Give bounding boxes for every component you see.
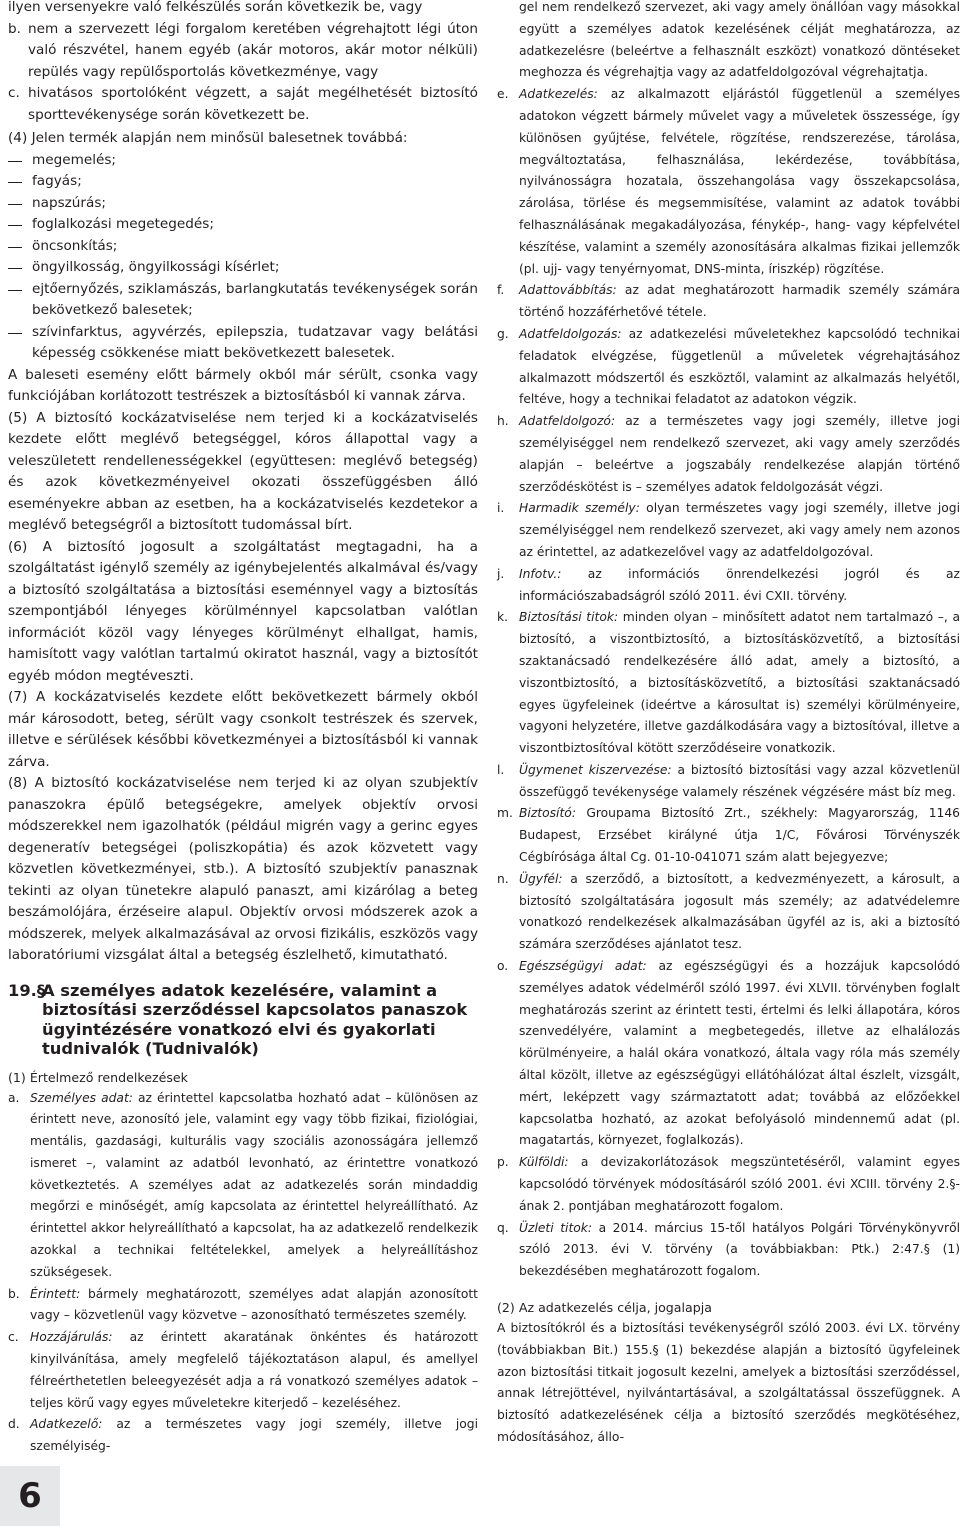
definition-item [8, 1414, 478, 1458]
definition-marker: n. [497, 871, 509, 886]
definition-term: Érintett: [30, 1286, 81, 1301]
definition-term: Személyes adat: [30, 1090, 133, 1105]
definition-item [497, 607, 960, 760]
definition-text: az egészségügyi és a hozzájuk kapcsolódó személyes adatok védelméről szóló 1997. évi XLVII. törvényben foglalt meghatározás szerint az érintett testi, értelmi és lelki állapotára, kóros szenvedélyére, valamint a megbetegedés, illetve az elhalálozás körülményeire, a halál okára vonatkozó, általa vagy róla más személy által közölt, illetve az egészségügyi ellátóhálózat által észlelt, vizsgált, mért, leképzett vagy származtatott adat; továbbá az előzőekkel kapcsolatba hozható, az azokat befolyásoló mindennemű adat (pl. magatartás, környezet, foglalkozás). [519, 959, 960, 1148]
definition-marker: j. [497, 566, 505, 581]
definition-term: Biztosítási titok: [519, 610, 619, 625]
exclusion-text: öncsonkítás; [32, 237, 118, 254]
definition-item [497, 84, 960, 280]
exclusion-text: öngyilkosság, öngyilkossági kísérlet; [32, 259, 280, 275]
para-final: A biztosítókról és a biztosítási tevékenységről szóló 2003. évi LX. törvény (továbbiakban Bit.) 155.§ (1) bekezdése alapján a biztosító ügyfeleinek azon biztosítási titkait jogosult kezelni, amelyek a biztosítási szerződéssel, annak létrejöttével, nyilvántartásával, a szolgáltatással összefüggnek. A biztosító adatkezelésének célja a biztosító szerződés megkötéséhez, módosításához, állo- [497, 1321, 960, 1444]
page-number: 6 [0, 1466, 60, 1526]
definition-term: Külföldi: [519, 1155, 569, 1170]
subheading-2: (2) Az adatkezelés célja, jogalapja [497, 1300, 712, 1316]
definition-text: Groupama Biztosító Zrt., székhely: Magyarország, 1146 Budapest, Erzsébet királyné útja 1/C, Fővárosi Törvényszék Cégbírósága által Cg. 01-10-041071 szám alatt bejegyezve; [519, 806, 960, 865]
definition-item [497, 760, 960, 804]
definition-term: Üzleti titok: [519, 1220, 593, 1235]
definition-text: a devizakorlátozások megszüntetéséről, valamint egyes kapcsolódó törvények módosításáról szóló 2001. évi XCIII. törvény 2.§-ának 2. pontjában meghatározott fogalom. [519, 1155, 960, 1213]
list-item [8, 83, 478, 126]
definition-marker: g. [497, 326, 509, 341]
definitions-list-right [497, 84, 960, 1283]
definition-item [497, 324, 960, 411]
definition-item [497, 498, 960, 563]
definition-marker: q. [497, 1220, 509, 1235]
definition-marker: e. [497, 87, 509, 102]
definition-term: Adatkezelés: [519, 87, 598, 102]
definition-term: Egészségügyi adat: [519, 959, 647, 974]
section-title: A személyes adatok kezelésére, valamint a biztosítási szerződéssel kapcsolatos panaszok ügyintézésére vonatkozó elvi és gyakorlati tudnivalók (Tudnivalók) [42, 980, 468, 1058]
item-marker: c. [8, 85, 20, 101]
para-7: (7) A kockázatviselés kezdete előtt bekövetkezett bármely okból már károsodott, beteg, sérült vagy csonkolt testrészek és szervek, illetve e sérülések későbbi következményei a biztosításból ki vannak zárva. [8, 689, 478, 770]
definition-term: Adatfeldolgozás: [519, 326, 622, 341]
definition-text: az adat meghatározott harmadik személy számára történő hozzáférhetővé tétele. [519, 283, 960, 320]
definition-marker: l. [497, 762, 505, 777]
definition-text: az érintett akaratának önkéntes és határozott kinyilvánítása, amely megfelelő tájékoztatáson alapul, és amellyel félreérthetetlen beleegyezését adja a rá vonatkozó személyes adatok – teljes körű vagy egyes műveletekre kiterjedő – kezeléséhez. [30, 1330, 478, 1410]
definition-marker: o. [497, 959, 509, 974]
definition-text: az a természetes vagy jogi személy, illetve jogi személyiség- [30, 1417, 478, 1454]
exclusion-item [8, 171, 478, 193]
definition-marker: m. [497, 806, 513, 821]
definition-marker: c. [8, 1330, 19, 1345]
definition-marker: h. [497, 414, 509, 429]
exclusion-item [8, 150, 478, 172]
exclusion-item [8, 193, 478, 215]
definition-term: Ügymenet kiszervezése: [519, 762, 672, 777]
subheading-1: (1) Értelmező rendelkezések [8, 1069, 188, 1085]
definition-item [8, 1088, 478, 1284]
definition-text: az a természetes vagy jogi személy, illetve jogi személyiséggel nem rendelkező szervezet, aki vagy amely szerződés alapján – beleértve a jogszabály rendelkezése alapján történő szerződéskötést is – személyes adatok feldolgozását végzi. [519, 414, 960, 494]
exclusion-item [8, 322, 478, 365]
definition-text: olyan természetes vagy jogi személy, illetve jogi személyiséggel nem rendelkező szervezet, aki vagy amely nem azonos az érintettel, az adatkezelővel vagy az adatfeldolgozóval. [519, 501, 960, 559]
definition-text: az alkalmazott eljárástól függetlenül a személyes adatokon végzett bármely művelet vagy a műveletek összessége, így különösen gyűjtése, felvétele, rögzítése, rendszerezése, tárolása, megváltoztatása, felhasználása, lekérdezése, továbbítása, nyilvánosságra hozatala, összehangolása vagy összekapcsolása, zárolása, törlése és megsemmisítése, valamint az adatok további felhasználásának megakadályozása, fénykép-, hang- vagy képfelvétel készítése, valamint a személy azonosítására alkalmas fizikai jellemzők (pl. ujj- vagy tenyérnyomat, DNS-minta, íriszkép) rögzítése. [519, 87, 960, 276]
definition-marker: i. [497, 501, 505, 516]
continuation-text: gel nem rendelkező szervezet, aki vagy amely önállóan vagy másokkal együtt a személyes adatok kezelésének célját meghatározza, az adatkezelésre (beleértve a felhasznált eszközt) vonatkozó döntéseket meghozza és végrehajtja vagy az adatfeldolgozóval végrehajtatja. [519, 0, 960, 80]
definition-text: bármely meghatározott, személyes adat alapján azonosított vagy – közvetlenül vagy közvetve – azonosítható természetes személy. [30, 1286, 478, 1323]
intro-line: ilyen versenyekre való felkészülés során következik be, vagy [8, 0, 423, 15]
definition-text: minden olyan – minősített adatot nem tartalmazó –, a biztosító, a viszontbiztosító, a biztosításközvetítő, a biztosítási szaktanácsadó rendelkezésére álló adat, amely a biztosító, a viszontbiztosító, a biztosításközvetítő, a biztosítási szaktanácsadó egyes ügyfeleinek (ideértve a károsultat is) személyi körülményeire, vagyoni helyzetére, illetve gazdálkodására vagy a biztosítóval, illetve a viszontbiztosítóval kötött szerződéseire vonatkozik. [519, 610, 960, 756]
definition-term: Ügyfél: [519, 871, 563, 886]
definition-item [497, 411, 960, 498]
definition-term: Adatfeldolgozó: [519, 414, 616, 429]
exclusion-text: szívinfarktus, agyvérzés, epilepszia, tudatzavar vagy belátási képesség csökkenése miatt bekövetkezett balesetek. [32, 323, 478, 361]
left-column [0, 0, 478, 1458]
exclusion-item [8, 236, 478, 258]
definition-term: Hozzájárulás: [30, 1330, 113, 1345]
definition-item [497, 869, 960, 956]
exclusion-item [8, 257, 478, 279]
definition-text: az adatkezelési műveletekhez kapcsolódó technikai feladatok elvégzése, függetlenül a műveletek végrehajtásához alkalmazott módszertől és eszköztől, valamint az alkalmazás helyétől, feltéve, hogy a technikai feladatot az adatokon végzik. [519, 326, 960, 407]
para-accident: A baleseti esemény előtt bármely okból már sérült, csonka vagy funkciójában korlátozott testrészek a biztosításból ki vannak zárva. [8, 366, 478, 404]
definition-item [497, 280, 960, 324]
definition-text: a biztosító biztosítási vagy azzal közvetlenül összefüggő tevékenysége valamely részének végzésére mást bíz meg. [519, 762, 960, 799]
definition-term: Biztosító: [519, 806, 576, 821]
list-b-c [8, 19, 478, 127]
item-text: hivatásos sportolóként végzett, a saját megélhetését biztosító sporttevékenysége során következett be. [28, 85, 478, 123]
definition-marker: b. [8, 1286, 20, 1301]
definition-item [497, 564, 960, 608]
definition-term: Adattovábbítás: [519, 283, 617, 298]
para-5: (5) A biztosító kockázatviselése nem terjed ki a kockázatviselés kezdete előtt meglévő betegséggel, kóros állapottal vagy a veleszületett rendellenességekkel (együttesen: meglévő betegség) és azok következményeivel okozati összefüggésben álló eseményekre abban az esetben, ha a kockázatviselés kezdetekor a meglévő betegségről a biztosított tudomással bírt. [8, 409, 478, 533]
exclusion-text: foglalkozási megetegedés; [32, 216, 214, 232]
exclusion-text: fagyás; [32, 173, 82, 189]
exclusion-text: ejtőernyőzés, sziklamászás, barlangkutatás tevékenységek során bekövetkező balesetek; [32, 280, 478, 318]
definition-term: Harmadik személy: [519, 501, 640, 516]
definitions-list-left [8, 1088, 478, 1459]
list-item [8, 19, 478, 84]
definition-text: a 2014. március 15-től hatályos Polgári Törvénykönyvről szóló 2013. évi V. törvény (a továbbiakban: Ptk.) 2:47.§ (1) bekezdésében meghatározott fogalom. [519, 1220, 960, 1279]
definition-item [8, 1327, 478, 1414]
section-number: 19.§ [8, 980, 45, 1000]
definition-item [497, 1218, 960, 1283]
definition-item [8, 1284, 478, 1328]
exclusion-item [8, 214, 478, 236]
exclusion-list [8, 150, 478, 365]
definition-marker: a. [8, 1090, 20, 1105]
definition-term: Adatkezelő: [30, 1417, 103, 1432]
definition-item [497, 1152, 960, 1217]
definition-marker: d. [8, 1417, 20, 1432]
exclusion-text: megemelés; [32, 151, 117, 168]
definition-marker: p. [497, 1155, 509, 1170]
para-4-intro: (4) Jelen termék alapján nem minősül balesetnek továbbá: [8, 130, 408, 146]
definition-marker: k. [497, 610, 509, 625]
para-6: (6) A biztosító jogosult a szolgáltatást megtagadni, ha a szolgáltatást igénylő személy az igénybejelentés alkalmával és/vagy a biztosító szolgáltatása a biztosítási eseménnyel vagy a biztosítás szempontjából lényeges körülménnyel kapcsolatban valótlan információt közöl vagy lényeges körülményt elhallgat, hamis, hamisított vagy valótlan tartalmú okiratot használ, vagy a biztosítót egyéb módon megtéveszti. [8, 538, 478, 684]
para-8: (8) A biztosító kockázatviselése nem terjed ki az olyan szubjektív panaszokra épülő betegségekre, amelyek objektív orvosi módszerekkel nem igazolhatók (például migrén vagy a gerinc egyes degeneratív betegségei (poliszkopátia) és azok közvetett vagy közvetlen következményei, stb.). A biztosító szubjektív panasznak tekinti az olyan tünetekre alapuló panaszt, ami kizárólag a beteg beszámolójára, érzéseire alapul. Objektív orvosi módszerek azok a módszerek, melyek alkalmazásával az orvosi fizikális, eszközös vagy laboratóriumi vizsgálat által a betegség észlelhető, kimutatható. [8, 775, 478, 963]
definition-text: a szerződő, a biztosított, a kedvezményezett, a károsult, a biztosító szolgáltatására jogosult más személy; az adatvédelemre vonatkozó rendelkezések alkalmazásában ügyfél az is, aki a biztosító számára szerződéses ajánlatot tesz. [519, 871, 960, 952]
definition-term: Infotv.: [519, 566, 562, 581]
definition-text: az érintettel kapcsolatba hozható adat – különösen az érintett neve, azonosító jele, valamint egy vagy több fizikai, fiziológiai, mentális, gazdasági, kulturális vagy szociális azonosságára jellemző ismeret –, valamint az adatból levonható, az érintettre vonatkozó következtetés. A személyes adat az adatkezelés során mindaddig megőrzi e minőségét, amíg kapcsolata az érintettel helyreállítható. Az érintettel akkor helyreállítható a kapcsolat, ha az adatkezelő rendelkezik azokkal a technikai feltételekkel, amelyek a helyreállításhoz szükségesek. [30, 1090, 478, 1279]
exclusion-text: napszúrás; [32, 194, 106, 211]
item-text: nem a szervezett légi forgalom keretében végrehajtott légi úton való részvétel, hanem egyéb (akár motoros, akár motor nélküli) repülés vagy repülősportolás következménye, vagy [28, 20, 478, 80]
definition-item [497, 956, 960, 1152]
item-marker: b. [8, 20, 21, 37]
definition-item [497, 803, 960, 868]
section-heading [8, 981, 478, 1059]
definition-marker: f. [497, 283, 505, 298]
definition-text: az információs önrendelkezési jogról és az információszabadságról szóló 2011. évi CXII. törvény. [519, 566, 960, 603]
exclusion-item [8, 279, 478, 322]
right-column [491, 0, 960, 1449]
